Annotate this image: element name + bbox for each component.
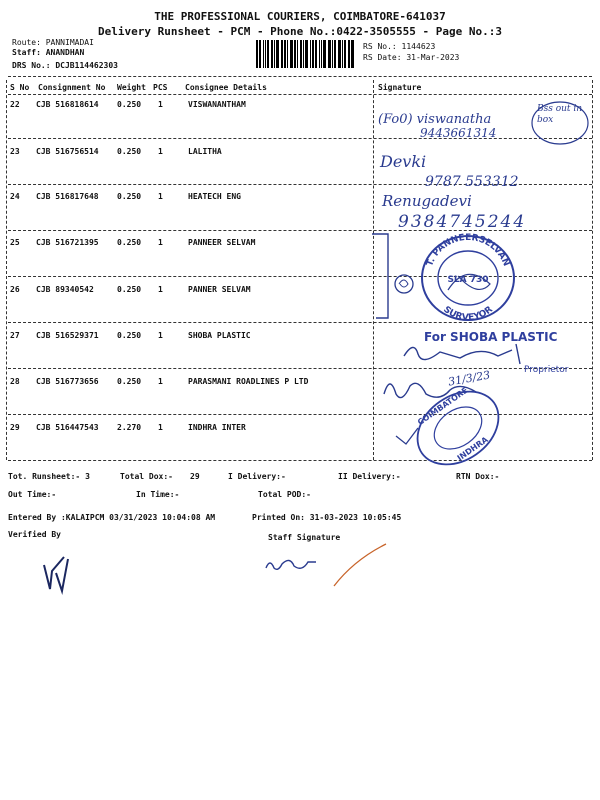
barcode-bar	[344, 40, 346, 68]
barcode-bar	[267, 40, 269, 68]
barcode-bar	[342, 40, 343, 68]
rs-no-value: 1144623	[401, 42, 436, 51]
stamp-arc-bottom: SURVEYOR	[441, 304, 495, 324]
row-consignment: CJB 516529371	[36, 331, 99, 340]
row-sno: 24	[10, 192, 20, 201]
orange-pen-stroke	[330, 540, 390, 590]
row-consignee: INDHRA INTER	[188, 423, 246, 432]
col-signature: Signature	[378, 83, 422, 92]
verified-by-signature	[38, 545, 78, 595]
indhra-stamp-city: COIMBATORE	[415, 385, 470, 427]
row-pcs: 1	[158, 423, 163, 432]
total-pod: Total POD:-	[258, 490, 311, 499]
rs-date-line	[363, 53, 459, 62]
r23-handwritten-name: Devki	[380, 152, 427, 171]
company-name: THE PROFESSIONAL COURIERS, COIMBATORE-641037	[154, 10, 446, 23]
row-pcs: 1	[158, 331, 163, 340]
barcode-bar	[312, 40, 314, 68]
stamp-arc-top: T. PANNEERSELVAN	[425, 232, 511, 268]
staff-signature-label: Staff Signature	[268, 533, 341, 542]
row-pcs: 1	[158, 147, 163, 156]
shoba-stamp-name: For SHOBA PLASTIC	[424, 330, 558, 344]
row-consignee: HEATECH ENG	[188, 192, 241, 201]
out-time: Out Time:-	[8, 490, 57, 499]
stamp-center-text: SLA 730	[447, 275, 489, 285]
barcode-bar	[297, 40, 298, 68]
r24-handwritten-phone: 9384745244	[398, 212, 527, 232]
r22-handwritten-note: Bss out in box	[537, 104, 583, 125]
barcode-bar	[310, 40, 311, 68]
barcode-bar	[338, 40, 341, 68]
row-consignment: CJB 516773656	[36, 377, 99, 386]
printed-on: Printed On: 31-03-2023 10:05:45	[252, 513, 402, 522]
col-consignee: Consignee Details	[185, 83, 267, 92]
ii-delivery: II Delivery:-	[338, 472, 401, 481]
rs-no-line	[363, 42, 435, 51]
barcode-bar	[323, 40, 326, 68]
indhra-stamp	[410, 385, 506, 466]
row-weight: 0.250	[117, 238, 142, 247]
row-consignee: VISWANANTHAM	[188, 100, 246, 109]
rs-no-label: RS No.:	[363, 42, 397, 51]
barcode-bar	[332, 40, 333, 68]
barcode-bar	[287, 40, 288, 68]
r24-handwritten-name: Renugadevi	[382, 192, 472, 210]
in-time: In Time:-	[136, 490, 180, 499]
row-consignee: LALITHA	[188, 147, 222, 156]
row-pcs: 1	[158, 285, 163, 294]
r22-handwritten-name: (Fo0) viswanatha	[378, 112, 492, 127]
row-pcs: 1	[158, 238, 163, 247]
i-delivery: I Delivery:-	[228, 472, 286, 481]
table-right-rule	[592, 80, 593, 460]
barcode-bar	[300, 40, 302, 68]
barcode-bar	[303, 40, 304, 68]
row-pcs: 1	[158, 100, 163, 109]
barcode-bar	[276, 40, 279, 68]
staff-line	[12, 48, 84, 57]
barcode-bar	[281, 40, 283, 68]
shoba-signature	[400, 336, 550, 372]
row-sno: 27	[10, 331, 20, 340]
barcode-bar	[351, 40, 354, 68]
rtn-dox: RTN Dox:-	[456, 472, 500, 481]
row-pcs: 1	[158, 377, 163, 386]
row-consignment: CJB 516447543	[36, 423, 99, 432]
col-weight: Weight	[117, 83, 146, 92]
r22-handwritten-phone: 9443661314	[420, 126, 497, 140]
barcode-bar	[256, 40, 258, 68]
row-consignment: CJB 516721395	[36, 238, 99, 247]
route-line	[12, 38, 94, 47]
table-left-rule	[6, 80, 7, 460]
row-weight: 0.250	[117, 192, 142, 201]
barcode-bar	[321, 40, 322, 68]
barcode-bar	[305, 40, 308, 68]
barcode-bar	[271, 40, 273, 68]
row-sno: 26	[10, 285, 20, 294]
loop-scribble	[392, 272, 416, 296]
row-rule	[8, 138, 592, 139]
row-consignee: PANNER SELVAM	[188, 285, 251, 294]
row-sno: 29	[10, 423, 20, 432]
barcode-bar	[319, 40, 320, 68]
row-pcs: 1	[158, 192, 163, 201]
row-weight: 0.250	[117, 100, 142, 109]
barcode-bar	[259, 40, 261, 68]
staff-label: Staff:	[12, 48, 41, 57]
verified-by-label: Verified By	[8, 530, 61, 539]
total-dox-label: Total Dox:-	[120, 472, 173, 481]
route-label: Route:	[12, 38, 41, 47]
drs-label: DRS No.:	[12, 61, 51, 70]
route-value: PANNIMADAI	[45, 38, 94, 47]
row-consignee: PARASMANI ROADLINES P LTD	[188, 377, 309, 386]
header-rule	[8, 94, 592, 95]
drs-line	[12, 61, 118, 70]
row-consignment: CJB 89340542	[36, 285, 94, 294]
barcode-bar	[328, 40, 331, 68]
barcode-bar	[348, 40, 350, 68]
row-weight: 0.250	[117, 377, 142, 386]
row-consignee: SHOBA PLASTIC	[188, 331, 251, 340]
r22-note-circle	[530, 100, 590, 146]
barcode-bar	[265, 40, 266, 68]
row-sno: 25	[10, 238, 20, 247]
rs-date-label: RS Date:	[363, 53, 402, 62]
barcode	[256, 40, 356, 68]
r29-tick-scribble	[392, 420, 422, 450]
row-sno: 23	[10, 147, 20, 156]
barcode-bar	[274, 40, 275, 68]
staff-value: ANANDHAN	[45, 48, 85, 57]
col-consignment: Consignment No	[38, 83, 106, 92]
row-weight: 0.250	[117, 331, 142, 340]
r28-handwritten-date: 31/3/23	[447, 368, 492, 389]
staff-signature	[262, 550, 322, 578]
row-consignment: CJB 516817648	[36, 192, 99, 201]
row-consignee: PANNEER SELVAM	[188, 238, 256, 247]
barcode-bar	[290, 40, 293, 68]
barcode-bar	[263, 40, 264, 68]
indhra-stamp-name: INDHRA	[455, 435, 490, 463]
entered-by: Entered By :KALAIPCM 03/31/2023 10:04:08 AM	[8, 513, 216, 522]
table-top-rule	[8, 76, 592, 77]
barcode-bar	[284, 40, 286, 68]
row-weight: 2.270	[117, 423, 142, 432]
row-weight: 0.250	[117, 147, 142, 156]
total-dox-value: 29	[190, 472, 200, 481]
barcode-bar	[334, 40, 336, 68]
shoba-stamp-role: Proprietor	[524, 365, 569, 375]
barcode-bar	[315, 40, 317, 68]
col-pcs: PCS	[153, 83, 168, 92]
drs-value: DCJB114462303	[55, 61, 118, 70]
rs-date-value: 31-Mar-2023	[406, 53, 460, 62]
panneerselvan-stamp	[418, 232, 518, 324]
r23-handwritten-phone: 9787 553312	[425, 174, 519, 190]
barcode-bar	[294, 40, 296, 68]
row-sno: 22	[10, 100, 20, 109]
row-consignment: CJB 516818614	[36, 100, 99, 109]
total-runsheet: Tot. Runsheet:- 3	[8, 472, 90, 481]
col-sno: S No	[10, 83, 30, 92]
row-sno: 28	[10, 377, 20, 386]
row-consignment: CJB 516756514	[36, 147, 99, 156]
row-weight: 0.250	[117, 285, 142, 294]
runsheet-subtitle: Delivery Runsheet - PCM - Phone No.:0422-3505555 - Page No.:3	[98, 25, 502, 38]
